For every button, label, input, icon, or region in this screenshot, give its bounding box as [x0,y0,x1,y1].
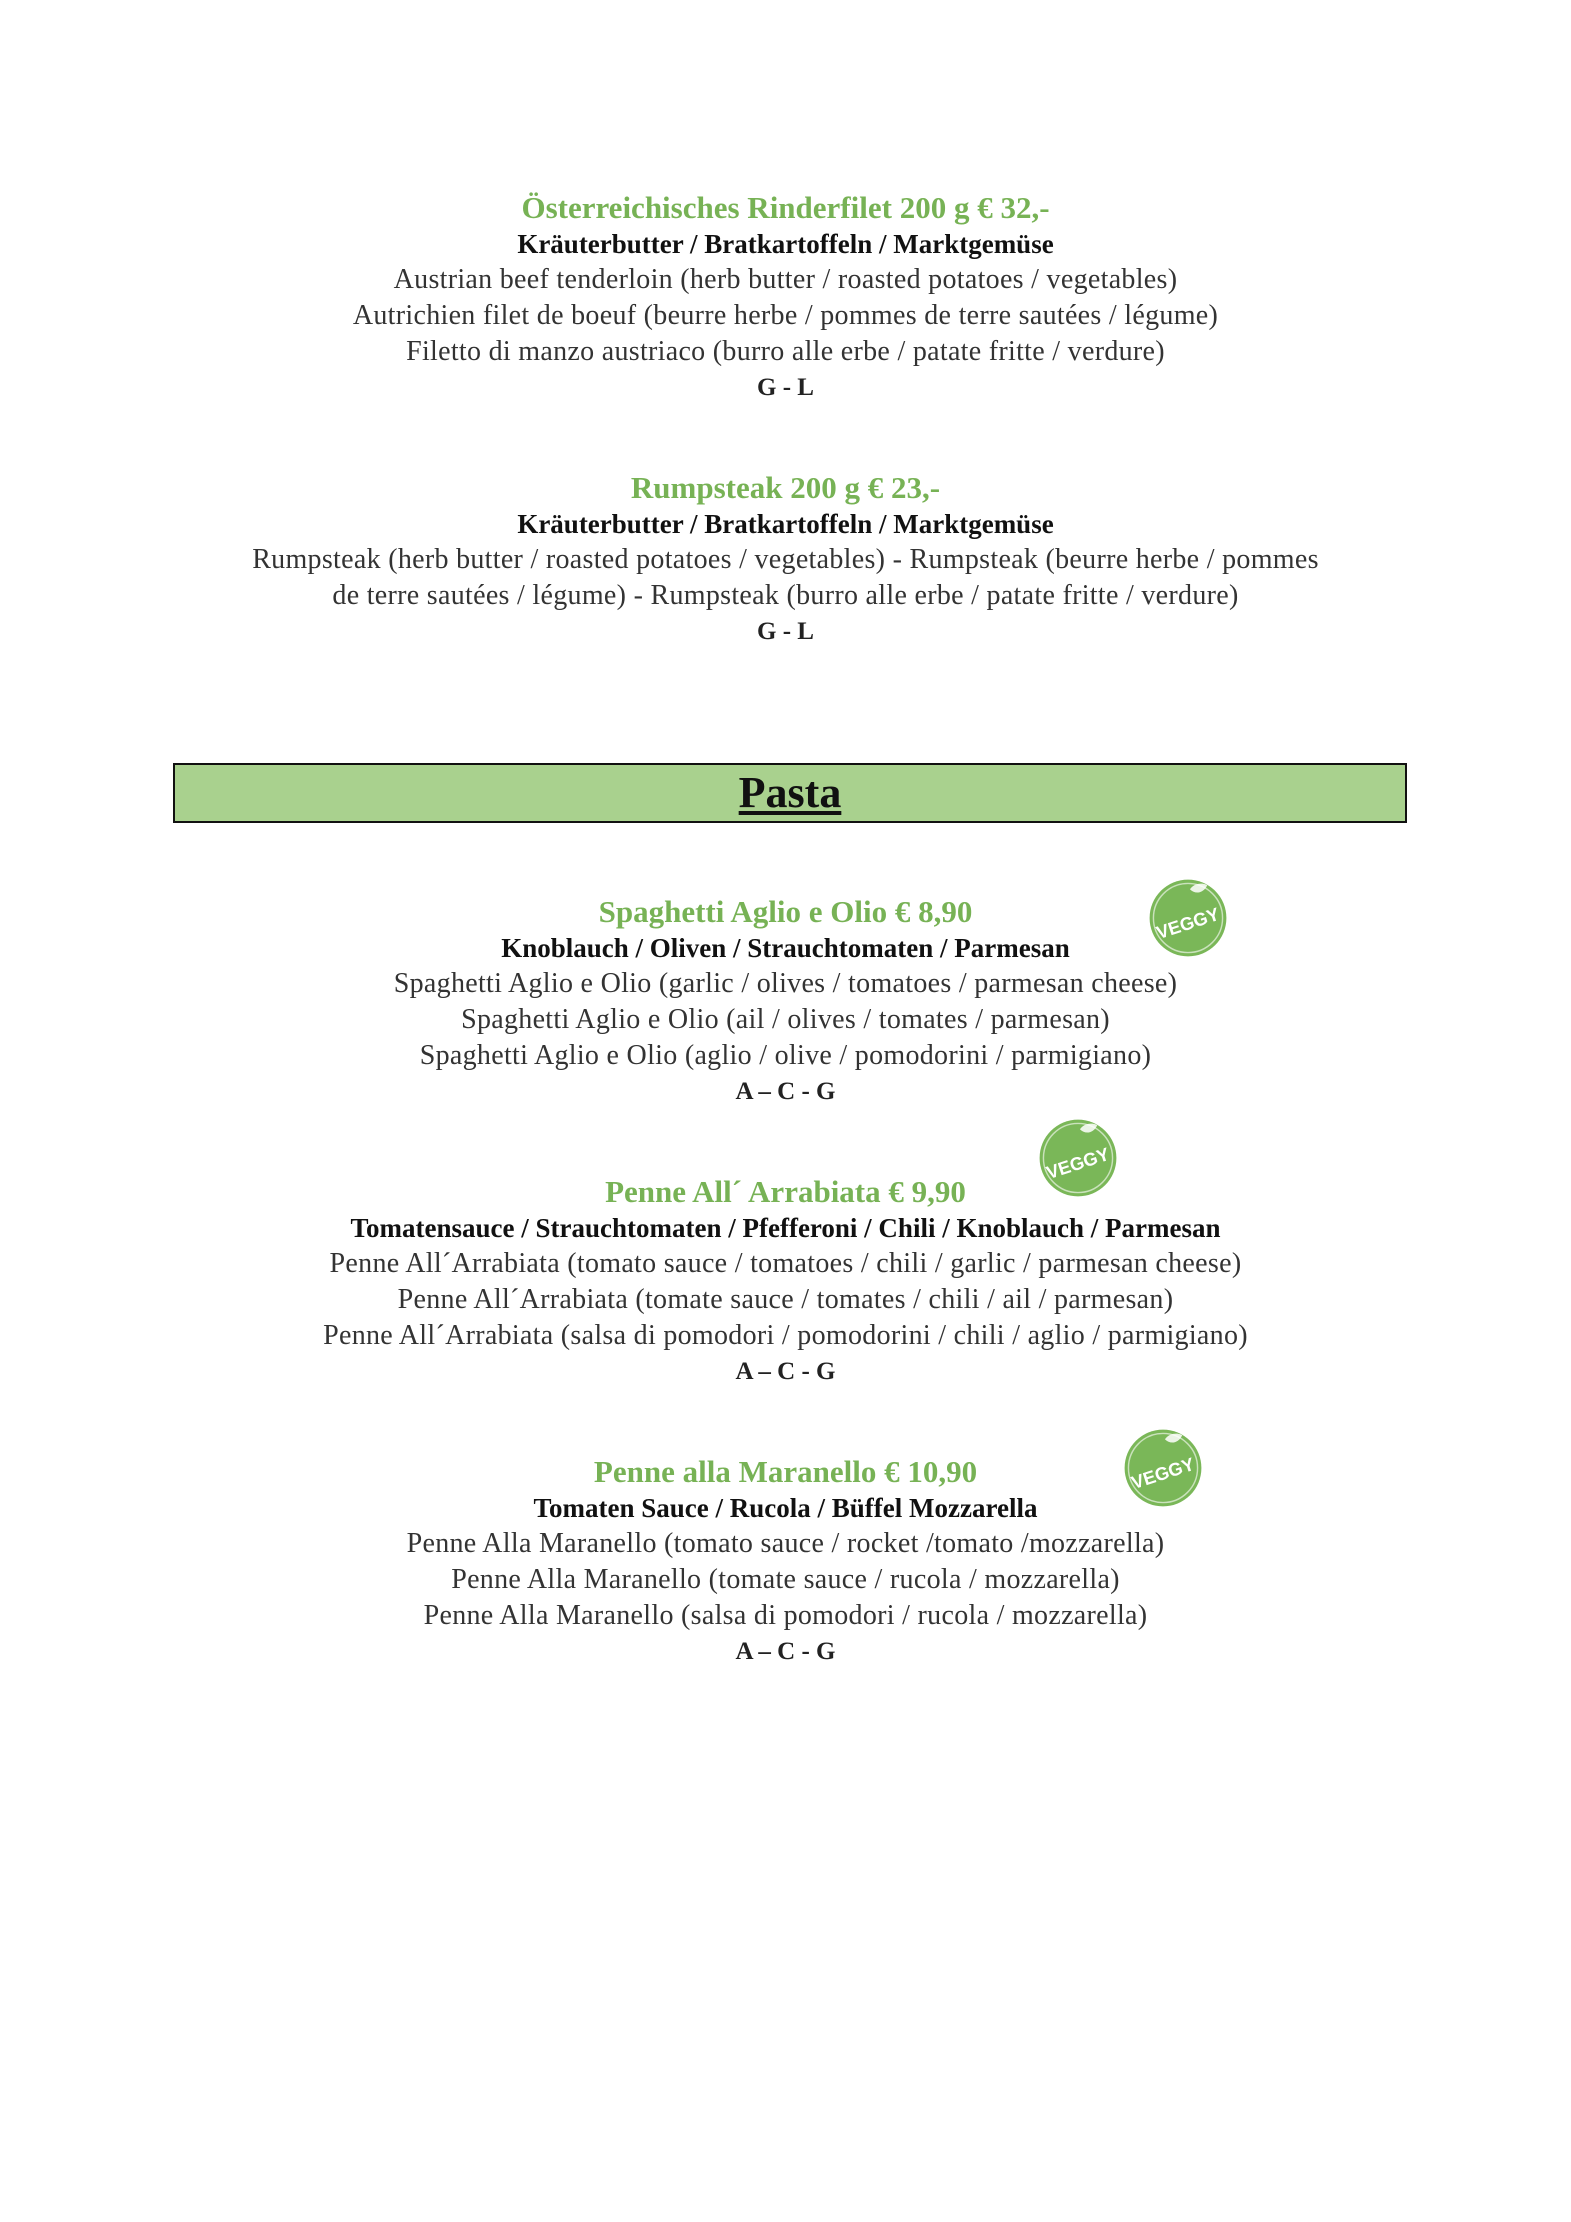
dish-subtitle: Kräuterbutter / Bratkartoffeln / Marktgemüse [517,509,1054,539]
dish-rumpsteak [0,470,1571,650]
dish-penne-arrabiata [0,1174,1571,1390]
veggy-badge-icon [1140,870,1236,966]
veggy-badge-icon [1115,1420,1211,1516]
dish-desc-it: Penne All´Arrabiata (salsa di pomodori / pomodorini / chili / aglio / parmigiano) [323,1320,1248,1351]
dish-penne-maranello [0,1454,1571,1670]
dish-desc-en: Spaghetti Aglio e Olio (garlic / olives / tomatoes / parmesan cheese) [393,968,1178,999]
dish-desc-line-1: Rumpsteak (herb butter / roasted potatoes / vegetables) - Rumpsteak (beurre herbe / pommes [252,544,1319,575]
dish-desc-fr: Penne All´Arrabiata (tomate sauce / tomates / chili / ail / parmesan) [397,1284,1174,1315]
dish-title: Rumpsteak 200 g € 23,- [630,470,941,505]
dish-desc-fr: Penne Alla Maranello (tomate sauce / rucola / mozzarella) [451,1564,1120,1595]
dish-subtitle: Kräuterbutter / Bratkartoffeln / Marktgemüse [517,229,1054,259]
dish-desc-fr: Spaghetti Aglio e Olio (ail / olives / tomates / parmesan) [461,1004,1110,1035]
dish-rinderfilet [0,190,1571,406]
dish-allergens: A – C - G [735,1638,836,1665]
dish-desc-en: Penne All´Arrabiata (tomato sauce / tomatoes / chili / garlic / parmesan cheese) [329,1248,1242,1279]
dish-spaghetti-aglio-olio [0,894,1571,1110]
dish-subtitle: Tomaten Sauce / Rucola / Büffel Mozzarella [533,1493,1038,1523]
dish-desc-en: Penne Alla Maranello (tomato sauce / rocket /tomato /mozzarella) [406,1528,1165,1559]
section-header-pasta [173,763,1407,823]
dish-title: Spaghetti Aglio e Olio € 8,90 [598,894,973,929]
dish-title: Penne alla Maranello € 10,90 [593,1454,978,1489]
dish-allergens: A – C - G [735,1078,836,1105]
dish-subtitle: Tomatensauce / Strauchtomaten / Pfefferoni / Chili / Knoblauch / Parmesan [350,1213,1221,1243]
dish-desc-it: Filetto di manzo austriaco (burro alle erbe / patate fritte / verdure) [406,336,1165,367]
dish-allergens: A – C - G [735,1358,836,1385]
dish-allergens: G - L [757,618,814,645]
veggy-badge-icon [1030,1110,1126,1206]
section-title: Pasta [738,768,842,817]
dish-subtitle: Knoblauch / Oliven / Strauchtomaten / Parmesan [501,933,1070,963]
dish-allergens: G - L [757,374,814,401]
dish-desc-en: Austrian beef tenderloin (herb butter / roasted potatoes / vegetables) [393,264,1178,295]
veggy-badge-label: VEGGY [1128,1453,1197,1494]
dish-desc-it: Spaghetti Aglio e Olio (aglio / olive / pomodorini / parmigiano) [419,1040,1152,1071]
dish-title: Österreichisches Rinderfilet 200 g € 32,- [521,190,1050,225]
dish-title: Penne All´ Arrabiata € 9,90 [605,1174,966,1209]
dish-desc-fr: Autrichien filet de boeuf (beurre herbe / pommes de terre sautées / légume) [352,300,1219,331]
veggy-badge-label: VEGGY [1153,903,1222,944]
dish-desc-line-2: de terre sautées / légume) - Rumpsteak (burro alle erbe / patate fritte / verdure) [332,580,1239,611]
dish-desc-it: Penne Alla Maranello (salsa di pomodori / rucola / mozzarella) [423,1600,1148,1631]
veggy-badge-label: VEGGY [1043,1143,1112,1184]
